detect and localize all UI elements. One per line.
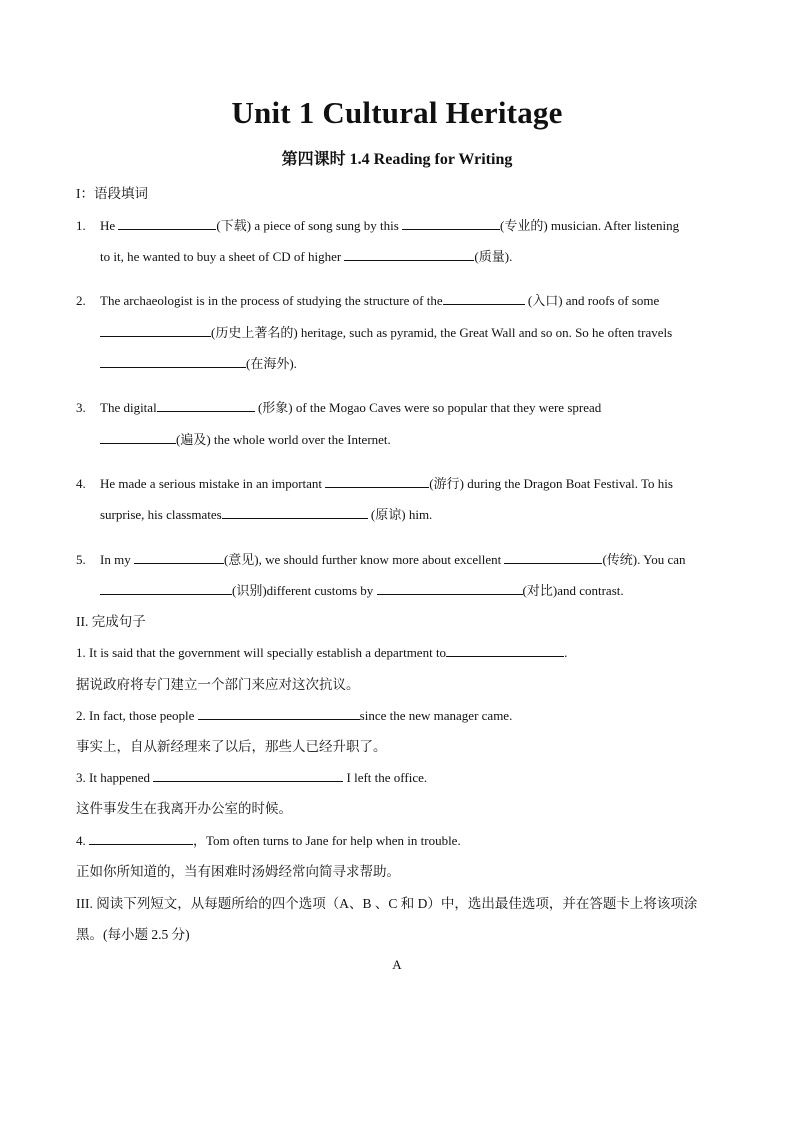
fill-blank[interactable]: [89, 832, 193, 845]
item-5-line-1: [100, 551, 686, 569]
item-4-number: 4.: [76, 476, 86, 491]
text-segment: (识别)different customs by: [232, 583, 377, 598]
sentence-2-english: [76, 707, 512, 725]
fill-blank[interactable]: [118, 217, 216, 230]
document-title: Unit 1 Cultural Heritage: [231, 95, 563, 130]
section-3-instructions-line-2: 黑。(每小题 2.5 分): [76, 927, 190, 942]
text-segment: (意见), we should further know more about excellent: [223, 552, 505, 567]
fill-blank[interactable]: [100, 431, 176, 444]
fill-blank[interactable]: [443, 292, 525, 305]
item-2-line-1: [100, 292, 659, 310]
text-segment: 4.: [76, 833, 89, 848]
fill-blank[interactable]: [344, 248, 474, 261]
item-1-number: 1.: [76, 218, 86, 233]
section-3-instructions-line-1: III. 阅读下列短文，从每题所给的四个选项（A、B 、C 和 D）中，选出最佳选项，并在答题卡上将该项涂: [76, 896, 698, 911]
fill-blank[interactable]: [446, 644, 564, 657]
passage-label: A: [392, 957, 402, 972]
text-segment: (游行) during the Dragon Boat Festival. To his: [429, 476, 673, 491]
fill-blank[interactable]: [402, 217, 500, 230]
fill-blank[interactable]: [153, 769, 343, 782]
item-1-line-2: [100, 248, 512, 266]
text-segment: 1. It is said that the government will specially establish a department to: [76, 645, 447, 660]
text-segment: .: [564, 645, 568, 660]
item-5-number: 5.: [76, 552, 86, 567]
text-segment: He: [100, 218, 119, 233]
item-4-line-2: [100, 506, 432, 524]
sentence-3-english: [76, 769, 427, 787]
text-segment: 2. In fact, those people: [76, 708, 198, 723]
item-3-number: 3.: [76, 400, 86, 415]
text-segment: 3. It happened: [76, 770, 154, 785]
sentence-3-chinese: 这件事发生在我离开办公室的时候。: [76, 801, 292, 816]
section-2-heading: II. 完成句子: [76, 614, 146, 629]
item-2-line-3: [100, 355, 297, 373]
item-2-number: 2.: [76, 293, 86, 308]
sentence-4-chinese: 正如你所知道的，当有困难时汤姆经常向简寻求帮助。: [76, 864, 400, 879]
sentence-2-chinese: 事实上，自从新经理来了以后，那些人已经升职了。: [76, 739, 387, 754]
text-segment: since the new manager came.: [359, 708, 513, 723]
fill-blank[interactable]: [134, 551, 224, 564]
fill-blank[interactable]: [157, 399, 255, 412]
sentence-1-chinese: 据说政府将专门建立一个部门来应对这次抗议。: [76, 677, 360, 692]
section-1-heading: I：语段填词: [76, 186, 148, 201]
text-segment: (在海外).: [246, 356, 297, 371]
text-segment: (对比)and contrast.: [522, 583, 624, 598]
text-segment: (入口) and roofs of some: [524, 293, 660, 308]
fill-blank[interactable]: [222, 506, 368, 519]
text-segment: surprise, his classmates: [100, 507, 222, 522]
text-segment: (传统). You can: [602, 552, 686, 567]
text-segment: (原谅) him.: [367, 507, 433, 522]
text-segment: ，Tom often turns to Jane for help when in trouble.: [193, 833, 461, 848]
sentence-1-english: [76, 644, 567, 662]
text-segment: The archaeologist is in the process of studying the structure of the: [100, 293, 443, 308]
text-segment: In my: [100, 552, 134, 567]
text-segment: (遍及) the whole world over the Internet.: [176, 432, 391, 447]
text-segment: He made a serious mistake in an important: [100, 476, 326, 491]
text-segment: I left the office.: [343, 770, 428, 785]
fill-blank[interactable]: [100, 582, 232, 595]
item-3-line-2: [100, 431, 391, 449]
fill-blank[interactable]: [377, 582, 523, 595]
document-subtitle: 第四课时 1.4 Reading for Writing: [281, 151, 513, 168]
text-segment: The digital: [100, 400, 157, 415]
item-2-line-2: [100, 324, 672, 342]
item-1-line-1: [100, 217, 679, 235]
text-segment: to it, he wanted to buy a sheet of CD of higher: [100, 249, 345, 264]
text-segment: (下载) a piece of song sung by this: [216, 218, 403, 233]
fill-blank[interactable]: [198, 707, 360, 720]
text-segment: (质量).: [474, 249, 513, 264]
text-segment: (历史上著名的) heritage, such as pyramid, the Great Wall and so on. So he often travels: [211, 325, 673, 340]
item-3-line-1: [100, 399, 601, 417]
fill-blank[interactable]: [100, 324, 211, 337]
fill-blank[interactable]: [504, 551, 602, 564]
item-4-line-1: [100, 475, 673, 493]
fill-blank[interactable]: [325, 475, 429, 488]
text-segment: (专业的) musician. After listening: [500, 218, 680, 233]
item-5-line-2: [100, 582, 624, 600]
fill-blank[interactable]: [100, 355, 246, 368]
sentence-4-english: [76, 832, 461, 850]
text-segment: (形象) of the Mogao Caves were so popular that they were spread: [254, 400, 602, 415]
